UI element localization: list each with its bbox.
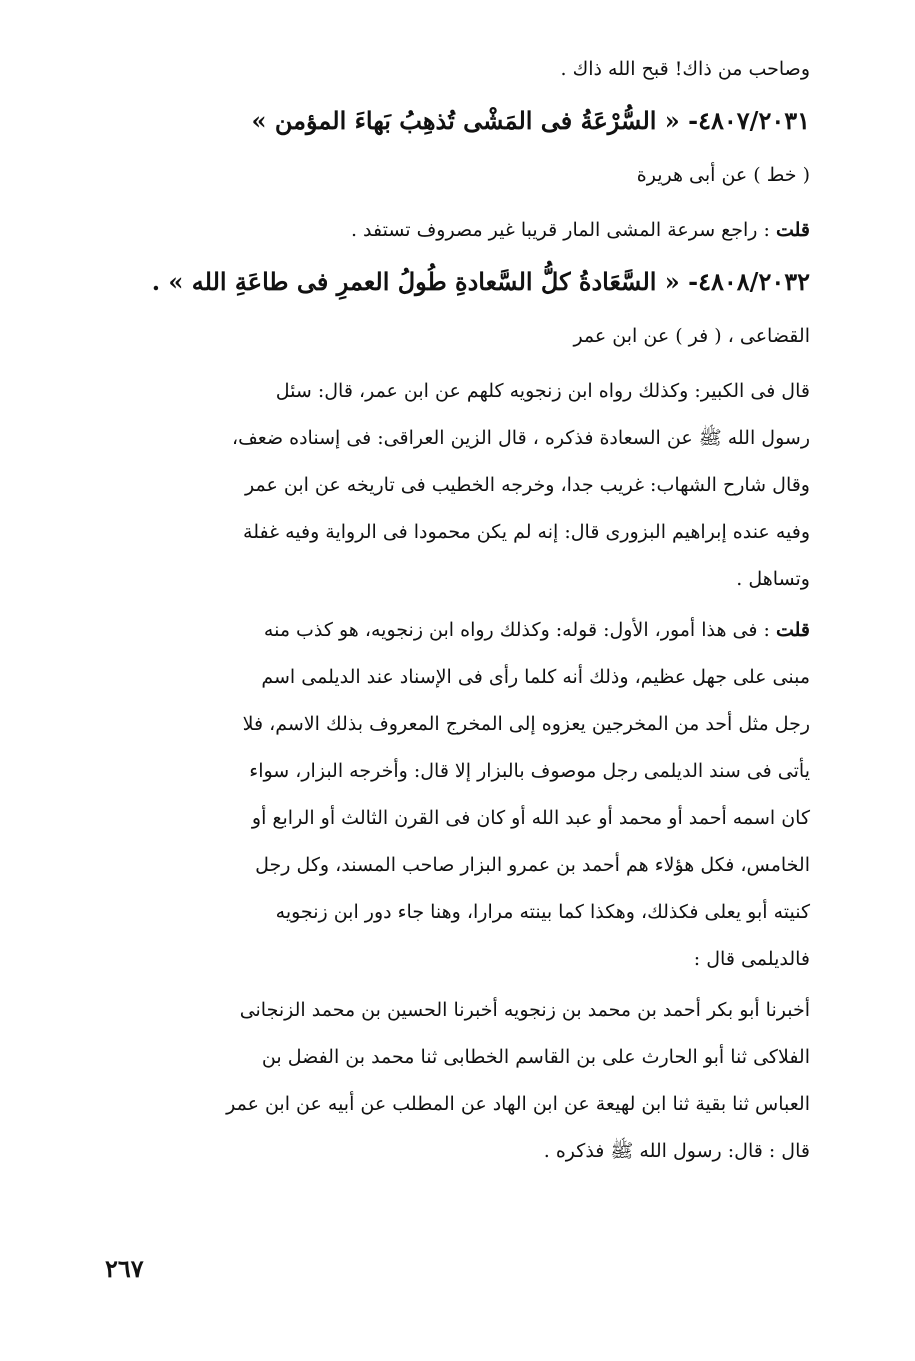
commentary-line: وتساهل . (736, 568, 810, 590)
qult-line: كنيته أبو يعلى فكذلك، وهكذا كما بينته مرارا، وهنا جاء دور ابن زنجويه (275, 901, 810, 923)
qult-line (100, 607, 810, 654)
qult-line: يأتى فى سند الديلمى رجل موصوف بالبزار إلا قال: وأخرجه البزار، سواء (249, 760, 810, 782)
page-number: ٢٦٧ (105, 1254, 144, 1283)
qult-paragraph (100, 607, 810, 983)
qult-line-text: : فى هذا أمور، الأول: قوله: وكذلك رواه ابن زنجويه، هو كذب منه (263, 619, 770, 641)
commentary-line: رسول الله ﷺ عن السعادة فذكره ، قال الزين العراقى: فى إسناده ضعف، (232, 427, 810, 449)
hadith-2031-note (100, 207, 810, 254)
note-text: : راجع سرعة المشى المار قريبا غير مصروف تستفد . (350, 219, 770, 241)
qult-line: رجل مثل أحد من المخرجين يعزوه إلى المخرج المعروف بذلك الاسم، فلا (242, 713, 810, 735)
note-label: قلت (775, 219, 810, 241)
isnad-line: أخبرنا أبو بكر أحمد بن محمد بن زنجويه أخبرنا الحسين بن محمد الزنجانى (239, 999, 810, 1021)
isnad-line: قال : قال: رسول الله ﷺ فذكره . (543, 1140, 810, 1162)
qult-line: فالديلمى قال : (693, 948, 810, 970)
isnad-line: الفلاكى ثنا أبو الحارث على بن القاسم الخطابى ثنا محمد بن الفضل بن (261, 1046, 810, 1068)
qult-line: كان اسمه أحمد أو محمد أو عبد الله أو كان فى القرن الثالث أو الرابع أو (251, 807, 810, 829)
intro-line: وصاحب من ذاك! قبح الله ذاك . (560, 58, 810, 80)
qult-line: الخامس، فكل هؤلاء هم أحمد بن عمرو البزار صاحب المسند، وكل رجل (255, 854, 810, 876)
isnad-paragraph (100, 987, 810, 1175)
qult-line: مبنى على جهل عظيم، وذلك أنه كلما رأى فى الإسناد عند الديلمى اسم (261, 666, 810, 688)
hadith-2031: ٤٨٠٧/٢٠٣١- « السُّرْعَةُ فى المَشْى تُذهِبُ بَهاءَ المؤمن » (251, 106, 810, 135)
isnad-line: العباس ثنا بقية ثنا ابن لهيعة عن ابن الهاد عن المطلب عن أبيه عن ابن عمر (226, 1093, 810, 1115)
hadith-2032: ٤٨٠٨/٢٠٣٢- « السَّعَادةُ كلُّ السَّعادةِ طُولُ العمرِ فى طاعَةِ الله » . (151, 267, 810, 296)
commentary-line: وقال شارح الشهاب: غريب جدا، وخرجه الخطيب فى تاريخه عن ابن عمر (245, 474, 810, 496)
commentary-line: وفيه عنده إبراهيم البزورى قال: إنه لم يكن محمودا فى الرواية وفيه غفلة (243, 521, 810, 543)
hadith-2032-source: القضاعى ، ( فر ) عن ابن عمر (573, 325, 810, 347)
qult-label: قلت (775, 619, 810, 641)
hadith-2031-source: ( خط ) عن أبى هريرة (636, 164, 810, 186)
commentary-paragraph (100, 368, 810, 603)
commentary-line: قال فى الكبير: وكذلك رواه ابن زنجويه كلهم عن ابن عمر، قال: سئل (275, 380, 810, 402)
